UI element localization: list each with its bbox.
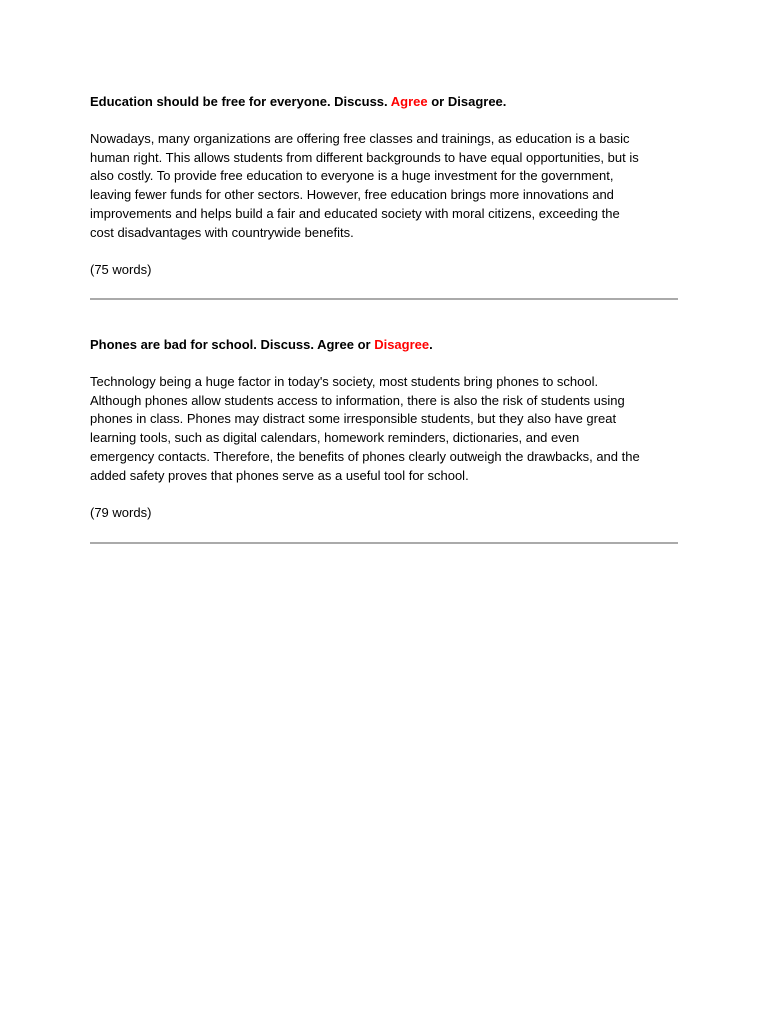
paragraph-line: Although phones allow students access to information, there is also the risk of students using: [90, 392, 625, 408]
essay-body-1: [90, 130, 680, 242]
paragraph-line: also costly. To provide free education to everyone is a huge investment for the government,: [90, 168, 614, 184]
word-count-1: (75 words): [90, 262, 152, 278]
divider-2: [90, 542, 678, 544]
paragraph-line: added safety proves that phones serve as a useful tool for school.: [90, 467, 469, 483]
prompt-text: .: [502, 94, 507, 109]
essay-entry-2: [90, 336, 680, 522]
paragraph-line: improvements and helps build a fair and educated society with moral citizens, exceeding the: [90, 205, 620, 221]
paragraph-line: Nowadays, many organizations are offering free classes and trainings, as education is a basic: [90, 131, 630, 146]
paragraph-line: learning tools, such as digital calendars, homework reminders, dictionaries, and even: [90, 430, 580, 446]
essay-entry-1: [90, 93, 680, 279]
essay-body-2: [90, 373, 680, 485]
essay-prompt-2: [90, 336, 680, 354]
prompt-agree: Agree: [317, 337, 354, 352]
word-count-2: (79 words): [90, 505, 152, 521]
prompt-agree-highlight: Agree: [390, 94, 428, 109]
prompt-text: or: [353, 337, 375, 352]
paragraph-line: Technology being a huge factor in today's society, most students bring phones to school.: [90, 374, 599, 389]
paragraph-line: leaving fewer funds for other sectors. However, free education brings more innovations and: [90, 187, 614, 203]
prompt-disagree-highlight: Disagree: [374, 337, 430, 352]
prompt-text: Education should be free for everyone. Discuss.: [90, 94, 391, 109]
paragraph-line: human right. This allows students from different backgrounds to have equal opportunities, but is: [90, 149, 639, 165]
prompt-disagree: Disagree: [447, 94, 503, 109]
prompt-text: Phones are bad for school. Discuss.: [90, 337, 318, 352]
paragraph-line: emergency contacts. Therefore, the benefits of phones clearly outweigh the drawbacks, and the: [90, 448, 640, 464]
paragraph-line: phones in class. Phones may distract some irresponsible students, but they also have great: [90, 411, 617, 427]
divider-1: [90, 298, 678, 300]
prompt-text: or: [427, 94, 448, 109]
paragraph-line: cost disadvantages with countrywide benefits.: [90, 224, 354, 240]
essay-prompt-1: [90, 93, 680, 111]
prompt-text: .: [429, 337, 433, 352]
